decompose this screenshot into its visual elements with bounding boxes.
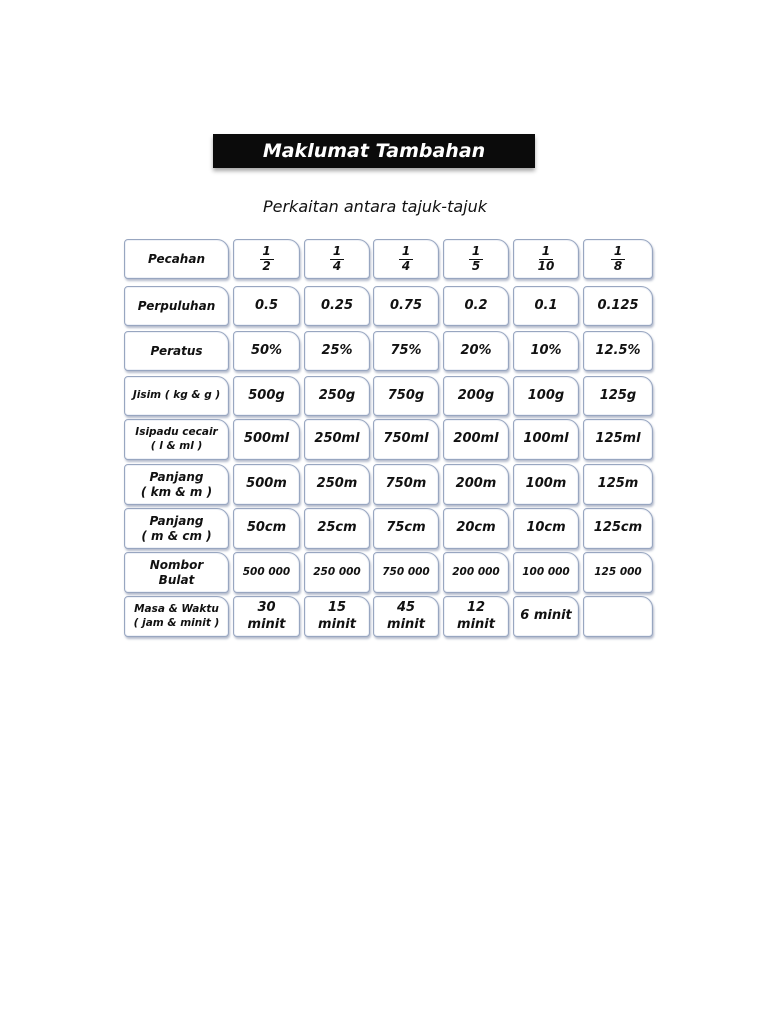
- fraction-denominator: 10: [537, 258, 555, 273]
- fraction-numerator: 1: [539, 245, 553, 260]
- table-cell: 20cm: [443, 508, 509, 549]
- fraction: [469, 245, 483, 274]
- fraction-cell: [373, 239, 439, 279]
- table-cell: 500ml: [233, 419, 300, 460]
- cell-line: 30: [257, 600, 276, 616]
- table-cell: 50cm: [233, 508, 300, 549]
- row-label-line: ( m & cm ): [141, 528, 212, 543]
- row-label-line: Nombor: [149, 557, 204, 572]
- row-label-line: Masa & Waktu: [134, 603, 219, 616]
- fraction-denominator: 8: [613, 258, 623, 273]
- table-cell: 125 000: [583, 552, 653, 593]
- table-cell: 750m: [373, 464, 439, 505]
- row-label-line: Bulat: [158, 572, 195, 587]
- fraction: [399, 245, 413, 274]
- cell-line: minit: [318, 616, 356, 632]
- table-cell: 100g: [513, 376, 579, 416]
- table-cell: 100 000: [513, 552, 579, 593]
- table-cell: 750 000: [373, 552, 439, 593]
- table-cell: 12.5%: [583, 331, 653, 371]
- fraction-cell: [443, 239, 509, 279]
- row-label-line: ( l & ml ): [150, 439, 203, 452]
- fraction-numerator: 1: [611, 245, 625, 260]
- table-cell: 200ml: [443, 419, 509, 460]
- row-label: [124, 508, 229, 549]
- cell-line: minit: [457, 616, 495, 632]
- row-label: [124, 419, 229, 460]
- fraction: [611, 245, 625, 274]
- table-cell: 200g: [443, 376, 509, 416]
- table-cell: 500 000: [233, 552, 300, 593]
- fraction-denominator: 4: [332, 258, 342, 273]
- row-label-line: ( jam & minit ): [133, 616, 220, 629]
- table-cell: 200m: [443, 464, 509, 505]
- fraction-cell: [583, 239, 653, 279]
- table-cell: 500m: [233, 464, 300, 505]
- table-cell: [583, 596, 653, 637]
- row-label: [124, 464, 229, 505]
- table-cell: 200 000: [443, 552, 509, 593]
- header-banner: [213, 134, 535, 168]
- subtitle: Perkaitan antara tajuk-tajuk: [262, 197, 487, 216]
- fraction-numerator: 1: [260, 245, 274, 260]
- fraction-numerator: 1: [399, 245, 413, 260]
- table-cell: 6 minit: [513, 596, 579, 637]
- table-cell: 0.75: [373, 286, 439, 326]
- table-cell: 25%: [304, 331, 370, 371]
- table-cell: 750g: [373, 376, 439, 416]
- row-label-line: Panjang: [149, 513, 204, 528]
- fraction: [330, 245, 344, 274]
- row-label: [124, 552, 229, 593]
- table-cell: 125g: [583, 376, 653, 416]
- table-cell: 10%: [513, 331, 579, 371]
- table-cell: 0.2: [443, 286, 509, 326]
- cell-line: 12: [466, 600, 486, 616]
- row-label: Pecahan: [124, 239, 229, 279]
- table-cell: 25cm: [304, 508, 370, 549]
- fraction-cell: [304, 239, 370, 279]
- fraction-denominator: 4: [401, 258, 411, 273]
- table-cell: [373, 596, 439, 637]
- row-label-line: ( km & m ): [140, 484, 213, 499]
- table-cell: 50%: [233, 331, 300, 371]
- table-cell: 0.125: [583, 286, 653, 326]
- table-cell: 250m: [304, 464, 370, 505]
- table-cell: 125cm: [583, 508, 653, 549]
- table-cell: 0.5: [233, 286, 300, 326]
- row-label: Jisim ( kg & g ): [124, 376, 229, 416]
- table-cell: 250ml: [304, 419, 370, 460]
- table-cell: 20%: [443, 331, 509, 371]
- row-label-line: Isipadu cecair: [135, 426, 218, 439]
- table-cell: 100m: [513, 464, 579, 505]
- table-cell: 10cm: [513, 508, 579, 549]
- fraction-denominator: 2: [262, 258, 271, 273]
- fraction-numerator: 1: [330, 245, 344, 260]
- row-label: Peratus: [124, 331, 229, 371]
- table-cell: 750ml: [373, 419, 439, 460]
- cell-line: minit: [387, 616, 425, 632]
- table-cell: [304, 596, 370, 637]
- table-cell: 250g: [304, 376, 370, 416]
- fraction-numerator: 1: [469, 245, 483, 260]
- table-cell: 0.25: [304, 286, 370, 326]
- table-cell: [233, 596, 300, 637]
- table-cell: 75cm: [373, 508, 439, 549]
- table-cell: 125ml: [583, 419, 653, 460]
- cell-line: minit: [247, 616, 286, 632]
- fraction-cell: [233, 239, 300, 279]
- table-cell: 250 000: [304, 552, 370, 593]
- row-label: Perpuluhan: [124, 286, 229, 326]
- table-cell: 100ml: [513, 419, 579, 460]
- table-cell: 0.1: [513, 286, 579, 326]
- cell-line: 15: [327, 600, 347, 616]
- row-label: [124, 596, 229, 637]
- cell-line: 45: [396, 600, 416, 616]
- fraction: [536, 245, 557, 274]
- fraction: [260, 245, 274, 274]
- table-cell: 75%: [373, 331, 439, 371]
- header-title: Maklumat Tambahan: [262, 140, 486, 162]
- table-cell: 500g: [233, 376, 300, 416]
- fraction-cell: [513, 239, 579, 279]
- fraction-denominator: 5: [471, 258, 481, 273]
- table-cell: [443, 596, 509, 637]
- table-cell: 125m: [583, 464, 653, 505]
- row-label-line: Panjang: [149, 469, 204, 484]
